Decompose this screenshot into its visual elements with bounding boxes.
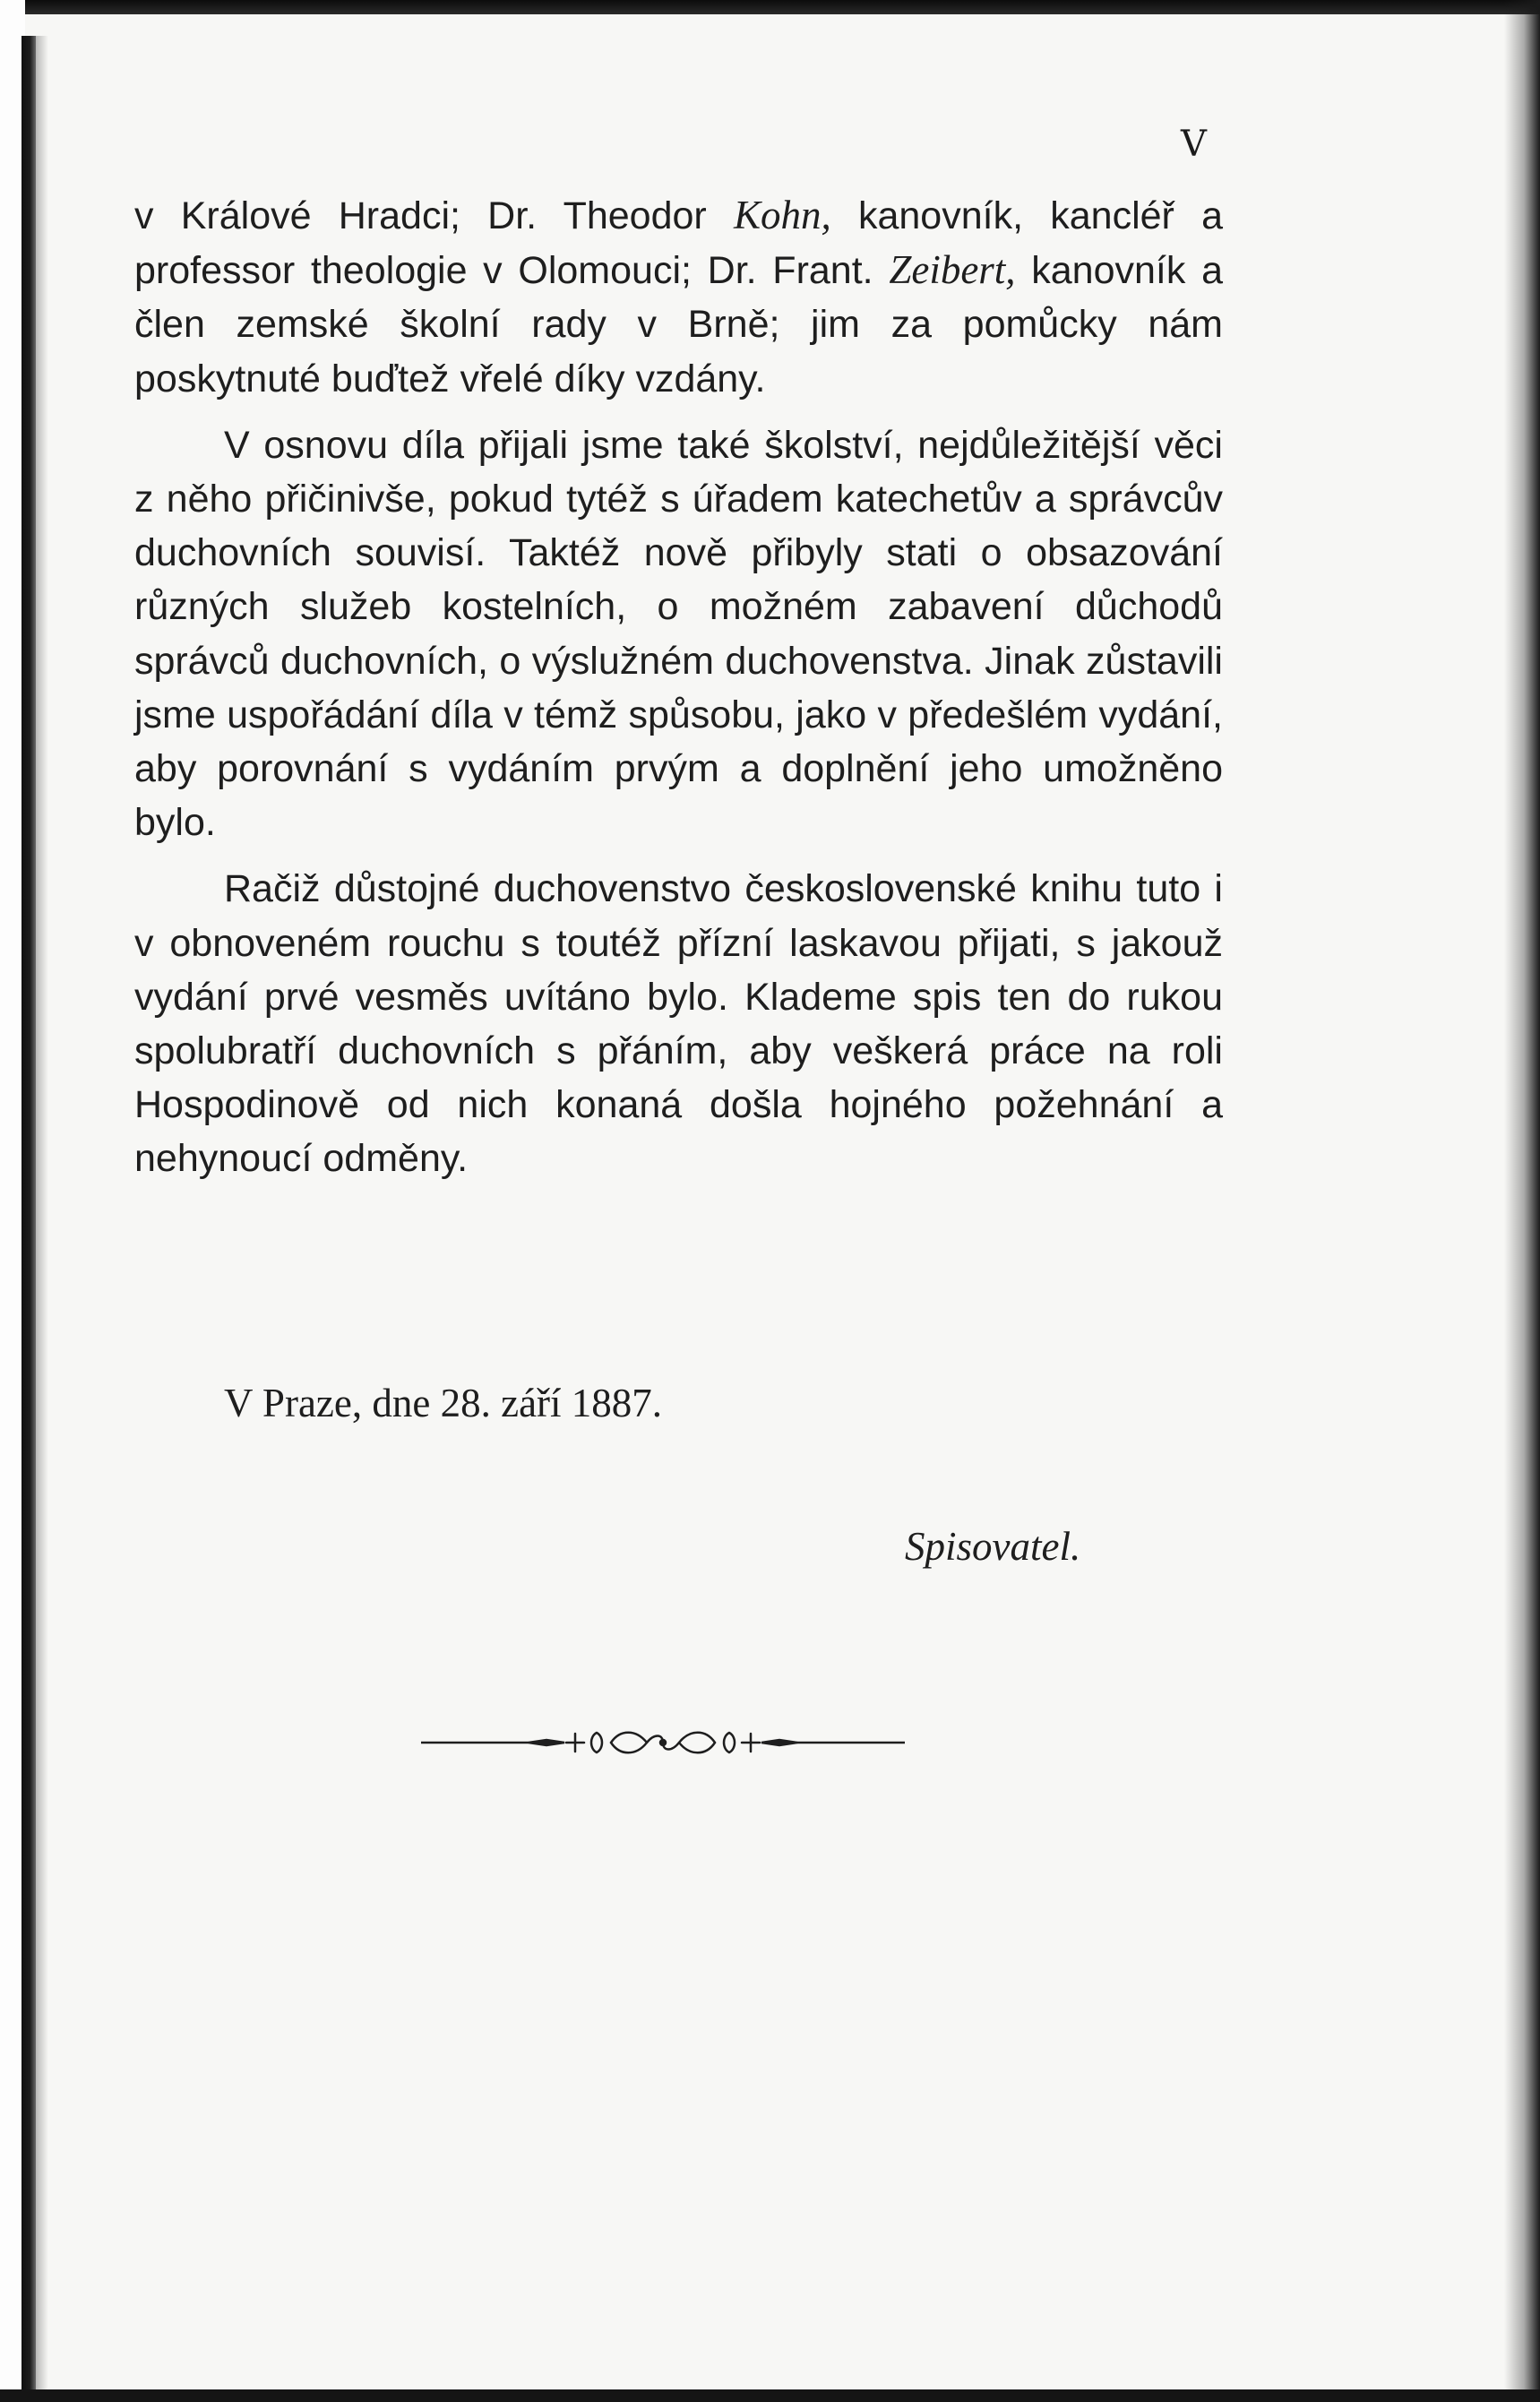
paragraph-3: Račiž důstojné duchovenstvo československé knihu tuto i v obnoveném rouchu s toutéž přízní laskavou přijati, s jakouž vydání prvé vesměs uvítáno bylo. Klademe spis ten do rukou spolubratří duchovních s přáním, aby veškerá práce na roli Hospodinově od nich konaná došla hojného požehnání a nehynoucí odměny. <box>134 867 1223 1181</box>
date-line: V Praze, dne 28. září 1887. <box>224 1381 663 1425</box>
paragraph-1-part-3: kanovník a člen zemské školní rady v Brně; jim za pomůcky nám poskytnuté buďtež vřelé díky vzdány. <box>134 249 1223 400</box>
paragraph-2: V osnovu díla přijali jsme také školství, nejdůležitější věci z něho přičinivše, pokud tytéž s úřadem katechetův a správcův duchovních souvisí. Taktéž nově přibyly stati o obsazování různých služeb kostelních, o možném zabavení důchodů správců duchovních, o výslužném duchovenstva. Jinak zůstavili jsme uspořádání díla v témž spůsobu, jako v předešlém vydání, aby porovnání s vydáním prvým a doplnění jeho umožněno bylo. <box>134 423 1223 845</box>
page-number: V <box>1181 124 1208 165</box>
ornament-divider-icon <box>421 1720 905 1765</box>
spine-shadow <box>36 36 48 2402</box>
page-top-edge <box>0 0 1540 14</box>
book-spine-edge <box>22 36 36 2402</box>
page-right-edge <box>1504 0 1540 2402</box>
name-zeibert: Zeibert, <box>889 247 1016 293</box>
paragraph-1 <box>134 188 1223 406</box>
preface-text <box>134 188 1223 1186</box>
page-bottom-edge <box>0 2389 1540 2402</box>
signature: Spisovatel. <box>905 1524 1081 1569</box>
paragraph-1-part-1: v Králové Hradci; Dr. Theodor <box>134 194 734 237</box>
paragraph-1-part-2: kanovník, kancléř a professor theologie v Olomouci; Dr. Frant. <box>134 194 1223 293</box>
name-kohn: Kohn, <box>733 193 831 237</box>
